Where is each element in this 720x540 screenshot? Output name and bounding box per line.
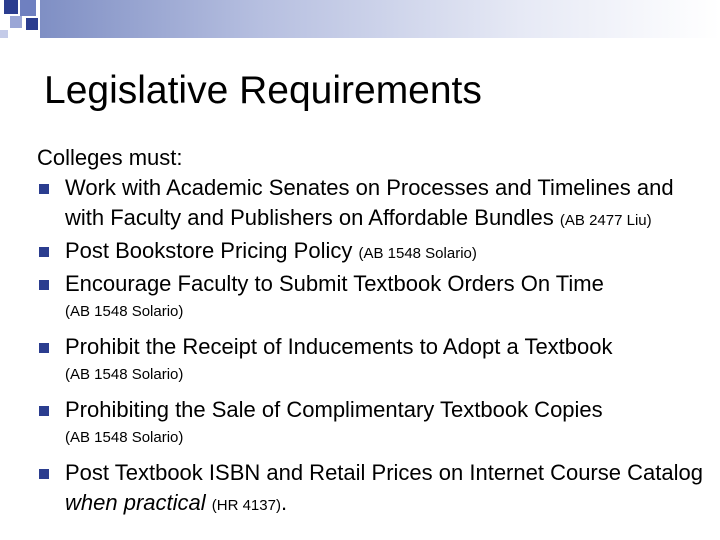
bullet-text: Post Textbook ISBN and Retail Prices on Internet Course Catalog [65, 460, 703, 485]
decorative-square [26, 18, 38, 30]
list-item [37, 395, 707, 451]
bullet-text: Post Bookstore Pricing Policy [65, 238, 353, 263]
list-item [37, 458, 707, 521]
square-bullet-icon [39, 406, 49, 416]
bill-reference: (HR 4137) [211, 497, 281, 514]
bill-reference: (AB 1548 Solario) [65, 429, 184, 446]
trailing-period: . [280, 490, 288, 515]
bullet-text: Encourage Faculty to Submit Textbook Orders On Time [65, 271, 604, 296]
list-item [37, 173, 707, 236]
square-bullet-icon [39, 184, 49, 194]
square-bullet-icon [39, 469, 49, 479]
slide-title: Legislative Requirements [44, 69, 482, 112]
list-item [37, 236, 707, 269]
list-item [37, 332, 707, 388]
slide-body [37, 143, 707, 521]
square-bullet-icon [39, 247, 49, 257]
bill-reference: (AB 1548 Solario) [65, 366, 184, 383]
bullet-text: Prohibit the Receipt of Inducements to Adopt a Textbook [65, 334, 613, 359]
intro-text: Colleges must: [37, 145, 183, 170]
bill-reference: (AB 1548 Solario) [358, 245, 477, 262]
bill-reference: (AB 1548 Solario) [65, 303, 184, 320]
bill-reference: (AB 2477 Liu) [559, 212, 652, 229]
header-band [0, 0, 720, 38]
decorative-square [0, 30, 8, 38]
square-bullet-icon [39, 343, 49, 353]
emphasis-text: when practical [65, 490, 206, 515]
decorative-square [10, 16, 22, 28]
square-bullet-icon [39, 280, 49, 290]
decorative-square [20, 0, 36, 16]
decorative-square [4, 0, 18, 14]
list-item [37, 269, 707, 325]
requirements-list [37, 173, 707, 521]
bullet-text: Work with Academic Senates on Processes and Timelines and with Faculty and Publishers on Affordable Bundles [65, 175, 674, 230]
bullet-text: Prohibiting the Sale of Complimentary Textbook Copies [65, 397, 603, 422]
